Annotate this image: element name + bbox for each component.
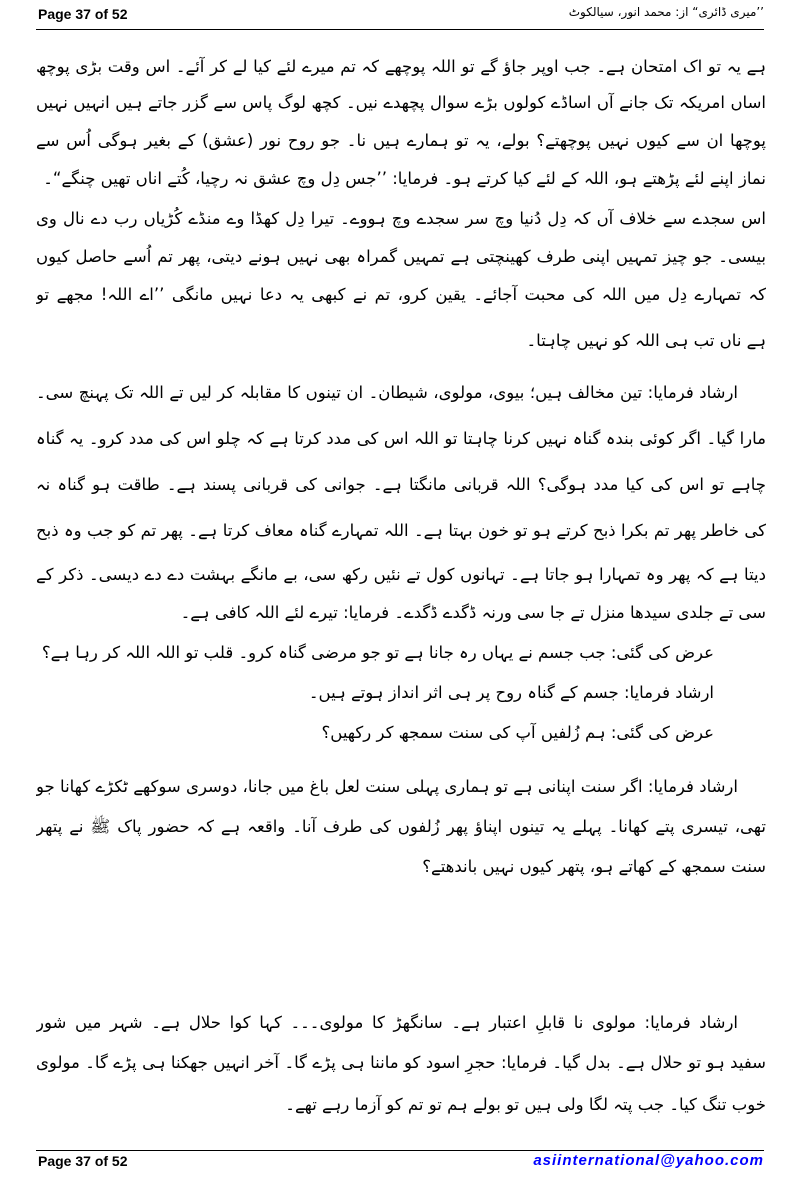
header-divider xyxy=(36,29,764,30)
text-line: مارا گیا۔ اگر کوئی بندہ گناہ نہیں کرنا چاہتا تو اللہ اس کی مدد کرتا ہے کہ چلو اس کی مدد کرو۔ یہ گناہ xyxy=(36,429,766,448)
text-line: تھی، تیسری پتے کھانا۔ پہلے یہ تینوں اپناؤ پھر زُلفوں کی طرف آنا۔ واقعہ ہے کہ حضور پاک ﷺ نے پتھر xyxy=(36,817,766,836)
footer-divider xyxy=(36,1150,764,1151)
text-line: عرض کی گئی: ہم زُلفیں آپ کی سنت سمجھ کر رکھیں؟ xyxy=(321,723,714,742)
text-line: دیتا ہے کہ پھر وہ تمہارا ہو جاتا ہے۔ تہانوں کول تے نئیں رکھ سی، بے مانگے بہشت دے دے دیسی۔ ذکر کے xyxy=(36,565,766,584)
text-line: کہ تمہارے دِل میں اللہ کی محبت آجائے۔ یقین کرو، تم نے کبھی یہ دعا نہیں مانگی ’’اے اللہ! مجھے تو xyxy=(36,285,766,304)
text-line: سی تے جلدی سیدھا منزل تے جا سی ورنہ ڈگدے ڈگدے۔ فرمایا: تیرے لئے اللہ کافی ہے۔ xyxy=(180,603,766,622)
header-page-number: Page 37 of 52 xyxy=(38,6,128,22)
text-line: اساں امریکہ تک جانے آں اساڈے کولوں بڑے سوال پچھدے نیں۔ کچھ لوگ پاس سے گزر جاتے ہیں انہیں نہیں xyxy=(36,93,766,112)
text-line: سنت سمجھ کے کھاتے ہو، پتھر کیوں نہیں باندھتے؟ xyxy=(422,857,766,876)
text-line: عرض کی گئی: جب جسم نے یہاں رہ جانا ہے تو جو مرضی گناہ کرو۔ قلب تو اللہ اللہ کر رہا ہے؟ xyxy=(41,643,714,662)
text-line: ارشاد فرمایا: جسم کے گناہ روح پر ہی اثر انداز ہوتے ہیں۔ xyxy=(308,683,714,702)
text-line: خوب تنگ کیا۔ جب پتہ لگا ولی ہیں تو بولے ہم تو تم کو آزما رہے تھے۔ xyxy=(285,1095,766,1114)
text-line: پوچھا ان سے کیوں نہیں پوچھتے؟ بولے، یہ تو ہمارے ہیں نا۔ جو روح نور (عشق) کے بغیر ہوگی اُس سے xyxy=(36,131,766,150)
text-line: کی خاطر پھر تم بکرا ذبح کرتے ہو تو خون بہتا ہے۔ اللہ تمہارے گناہ معاف کرتا ہے۔ پھر تم کو جب وہ ذبح xyxy=(36,521,766,540)
text-line: چاہے تو اس کی کیا مدد ہوگی؟ اللہ قربانی مانگتا ہے۔ جوانی کی قربانی پسند ہے۔ طاقت ہو گناہ نہ xyxy=(36,475,766,494)
text-line: نماز اپنے لئے پڑھتے ہو، اللہ کے لئے کیا کرتے ہو۔ فرمایا: ’’جس دِل وچ عشق نہ رچیا، کُتے اناں تھیں چنگے“۔ xyxy=(43,169,766,188)
text-line: ارشاد فرمایا: اگر سنت اپنانی ہے تو ہماری پہلی سنت لعل باغ میں جانا، دوسری سوکھے ٹکڑے کھانا جو xyxy=(36,777,738,796)
text-line: ہے یہ تو اک امتحان ہے۔ جب اوپر جاؤ گے تو اللہ پوچھے کہ تم میرے لئے کیا لے کر آئے۔ اس وقت بڑی پوچھ xyxy=(36,57,766,76)
header-book-title: ’’میری ڈائری“ از: محمد انور، سیالکوٹ xyxy=(568,5,764,19)
footer-page-number: Page 37 of 52 xyxy=(38,1153,128,1169)
text-line: ہے ناں تب ہی اللہ کو نہیں چاہتا۔ xyxy=(526,331,766,350)
text-line: اس سجدے سے خلاف آں کہ دِل دُنیا وچ سر سجدے وچ ہووے۔ تیرا دِل کھڈا وے منڈے کُڑیاں رب دے نال وی xyxy=(36,209,766,228)
text-line: سفید ہو تو حلال ہے۔ بدل گیا۔ فرمایا: حجرِ اسود کو ماننا ہی پڑے گا۔ آخر انہیں جھکنا ہی پڑے گا۔ مولوی xyxy=(36,1053,766,1072)
text-line: ارشاد فرمایا: مولوی نا قابلِ اعتبار ہے۔ سانگھڑ کا مولوی۔۔۔ کہا کوا حلال ہے۔ شہر میں شور xyxy=(36,1013,738,1032)
text-line: ارشاد فرمایا: تین مخالف ہیں؛ بیوی، مولوی، شیطان۔ ان تینوں کا مقابلہ کر لیں تے اللہ تک پہنچ سی۔ xyxy=(36,383,738,402)
footer-email-link[interactable]: asiinternational@yahoo.com xyxy=(533,1152,764,1169)
text-line: بیسی۔ جو چیز تمہیں اپنی طرف کھینچتی ہے تمہیں گمراہ بھی نہیں ہونے دیتی، پھر تم اُسے حاصل کیوں xyxy=(36,247,766,266)
